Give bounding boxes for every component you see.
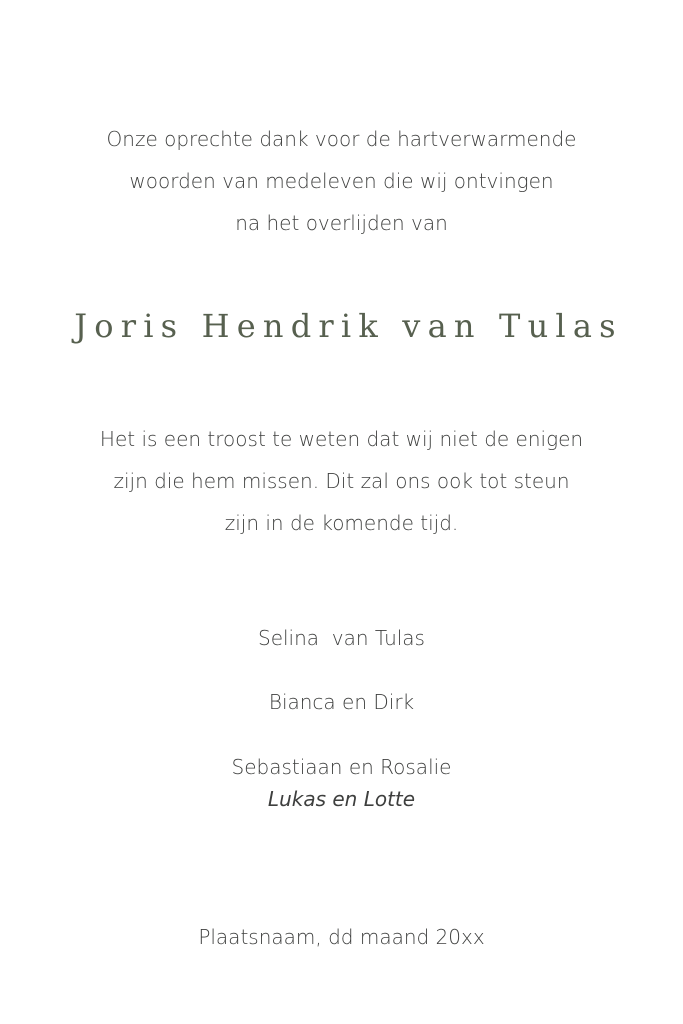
signature-second	[0, 686, 683, 718]
intro-line: na het overlijden van	[235, 211, 448, 235]
intro-line: Onze oprechte dank voor de hartverwarmende	[106, 127, 577, 151]
deceased-name: Joris Hendrik van Tulas	[74, 307, 623, 345]
place-date: Plaatsnaam, dd maand 20xx	[198, 925, 485, 949]
signature-first	[0, 622, 683, 654]
message-line: zijn die hem missen. Dit zal ons ook tot steun	[113, 469, 570, 493]
signature-third	[0, 751, 683, 815]
signature-name: Sebastiaan en Rosalie	[231, 755, 452, 779]
signature-name: Bianca en Dirk	[268, 690, 415, 714]
message-line: Het is een troost te weten dat wij niet de enigen	[99, 427, 584, 451]
signature-grandchildren: Lukas en Lotte	[267, 787, 416, 811]
message-line: zijn in de komende tijd.	[224, 511, 459, 535]
intro-line: woorden van medeleven die wij ontvingen	[129, 169, 554, 193]
signature-name: Selina van Tulas	[258, 626, 425, 650]
message-text	[0, 418, 683, 544]
intro-text	[0, 118, 683, 244]
